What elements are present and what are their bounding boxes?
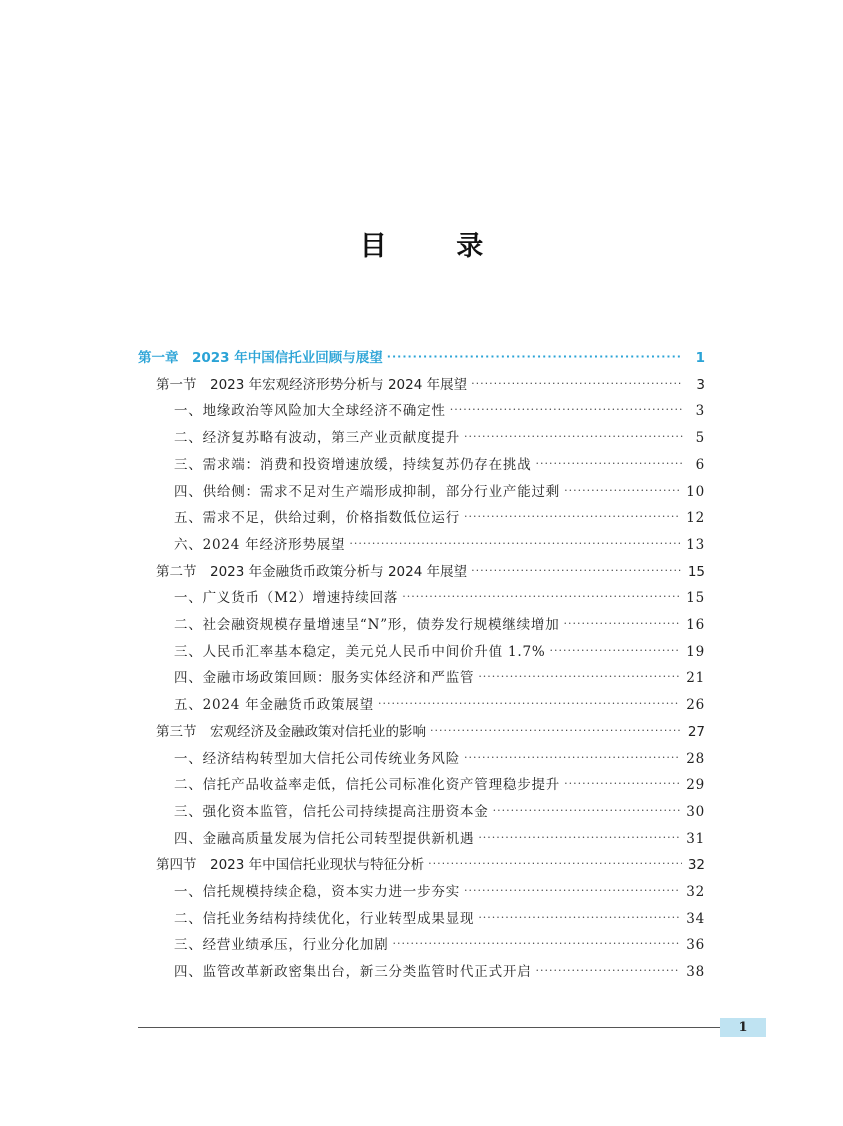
footer-rule <box>138 1027 720 1028</box>
dot-leader <box>478 911 680 924</box>
toc-entry-page: 5 <box>695 430 705 447</box>
dot-leader <box>378 697 680 710</box>
toc-entry-page: 27 <box>687 723 705 740</box>
toc-item[interactable] <box>174 480 705 506</box>
dot-leader <box>450 403 683 416</box>
toc-entry-label: 第一节 2023 年宏观经济形势分析与 2024 年展望 <box>156 376 468 393</box>
dot-leader <box>402 590 680 603</box>
toc-entry-page: 32 <box>687 857 705 874</box>
toc-item[interactable] <box>174 773 705 799</box>
toc-entry-page: 19 <box>686 643 705 660</box>
toc-item[interactable] <box>174 533 705 559</box>
toc-item[interactable] <box>174 399 705 425</box>
toc-entry-page: 21 <box>686 670 705 687</box>
toc-entry-label: 一、信托规模持续企稳，资本实力进一步夯实 <box>174 884 460 900</box>
toc-section[interactable] <box>156 560 705 586</box>
toc-entry-label: 一、广义货币（M2）增速持续回落 <box>174 590 399 607</box>
dot-leader <box>464 884 680 897</box>
toc-item[interactable] <box>174 880 705 906</box>
toc-entry-page: 26 <box>686 697 705 714</box>
toc-entry-page: 31 <box>686 830 705 847</box>
toc-entry-label: 第一章 2023 年中国信托业回顾与展望 <box>138 350 383 366</box>
toc-item[interactable] <box>174 426 705 452</box>
toc-entry-label: 六、2024 年经济形势展望 <box>174 536 346 553</box>
toc-entry-label: 第三节 宏观经济及金融政策对信托业的影响 <box>156 723 426 740</box>
toc-section[interactable] <box>156 373 705 399</box>
dot-leader <box>564 777 680 790</box>
toc-entry-label: 第二节 2023 年金融货币政策分析与 2024 年展望 <box>156 563 468 580</box>
dot-leader <box>387 350 683 363</box>
toc-chapter[interactable] <box>138 346 705 372</box>
toc-item[interactable] <box>174 827 705 853</box>
toc-item[interactable] <box>174 640 705 666</box>
dot-leader <box>393 937 681 950</box>
dot-leader <box>478 831 680 844</box>
toc-entry-page: 36 <box>686 937 705 954</box>
toc-entry-page: 30 <box>686 803 705 820</box>
page-number: 1 <box>720 1018 766 1037</box>
toc-entry-label: 三、强化资本监管，信托公司持续提高注册资本金 <box>174 803 489 820</box>
toc-entry-page: 16 <box>686 617 705 633</box>
toc-section[interactable] <box>156 853 705 879</box>
dot-leader <box>493 804 681 817</box>
toc-entry-label: 二、社会融资规模存量增速呈“N”形，债券发行规模继续增加 <box>174 617 560 633</box>
dot-leader <box>464 430 683 443</box>
toc-entry-label: 二、经济复苏略有波动，第三产业贡献度提升 <box>174 430 460 447</box>
dot-leader <box>471 564 682 577</box>
toc-entry-page: 10 <box>686 483 705 500</box>
toc-item[interactable] <box>174 693 705 719</box>
toc-item[interactable] <box>174 666 705 692</box>
toc-entry-label: 五、2024 年金融货币政策展望 <box>174 697 374 714</box>
toc-entry-page: 34 <box>686 910 705 927</box>
toc-entry-page: 29 <box>686 777 705 794</box>
dot-leader <box>550 644 681 657</box>
toc-item[interactable] <box>174 453 705 479</box>
toc-entry-page: 12 <box>686 510 705 527</box>
toc-item[interactable] <box>174 800 705 826</box>
toc-item[interactable] <box>174 747 705 773</box>
toc-item[interactable] <box>174 960 705 986</box>
toc-entry-label: 一、地缘政治等风险加大全球经济不确定性 <box>174 403 446 420</box>
toc-entry-label: 一、经济结构转型加大信托公司传统业务风险 <box>174 750 460 767</box>
toc-entry-page: 6 <box>695 456 705 473</box>
page-title: 目 录 <box>359 231 514 262</box>
toc-entry-label: 三、需求端：消费和投资增速放缓，持续复苏仍存在挑战 <box>174 456 532 473</box>
toc-entry-label: 二、信托业务结构持续优化，行业转型成果显现 <box>174 910 475 927</box>
toc-entry-page: 38 <box>686 964 705 981</box>
toc-entry-page: 15 <box>687 563 705 580</box>
dot-leader <box>464 510 680 523</box>
toc-entry-page: 13 <box>686 536 705 553</box>
toc-entry-page: 15 <box>686 590 705 607</box>
toc-entry-page: 32 <box>686 884 705 900</box>
toc-item[interactable] <box>174 613 705 639</box>
dot-leader <box>564 617 681 630</box>
dot-leader <box>428 857 682 870</box>
toc-entry-label: 四、监管改革新政密集出台，新三分类监管时代正式开启 <box>174 964 532 981</box>
dot-leader <box>478 670 680 683</box>
toc-entry-page: 3 <box>696 376 705 393</box>
dot-leader <box>430 724 682 737</box>
toc-entry-page: 1 <box>695 350 705 366</box>
toc-entry-label: 第四节 2023 年中国信托业现状与特征分析 <box>156 857 425 874</box>
dot-leader <box>536 964 681 977</box>
dot-leader <box>349 537 680 550</box>
toc-entry-label: 四、供给侧：需求不足对生产端形成抑制，部分行业产能过剩 <box>174 483 561 500</box>
toc-entry-label: 四、金融高质量发展为信托公司转型提供新机遇 <box>174 830 475 847</box>
toc-entry-page: 28 <box>686 750 705 767</box>
toc-entry-label: 三、经营业绩承压，行业分化加剧 <box>174 937 389 954</box>
dot-leader <box>464 751 680 764</box>
toc-entry-page: 3 <box>695 403 705 420</box>
dot-leader <box>564 484 680 497</box>
dot-leader <box>471 377 683 390</box>
toc-entry-label: 四、金融市场政策回顾：服务实体经济和严监管 <box>174 670 475 687</box>
toc-item[interactable] <box>174 586 705 612</box>
toc-item[interactable] <box>174 506 705 532</box>
toc-entry-label: 二、信托产品收益率走低，信托公司标准化资产管理稳步提升 <box>174 777 561 794</box>
toc-entry-label: 三、人民币汇率基本稳定，美元兑人民币中间价升值 1.7% <box>174 643 546 660</box>
toc-item[interactable] <box>174 907 705 933</box>
toc-entry-label: 五、需求不足，供给过剩，价格指数低位运行 <box>174 510 460 527</box>
dot-leader <box>536 457 684 470</box>
toc-item[interactable] <box>174 933 705 959</box>
toc-section[interactable] <box>156 720 705 746</box>
